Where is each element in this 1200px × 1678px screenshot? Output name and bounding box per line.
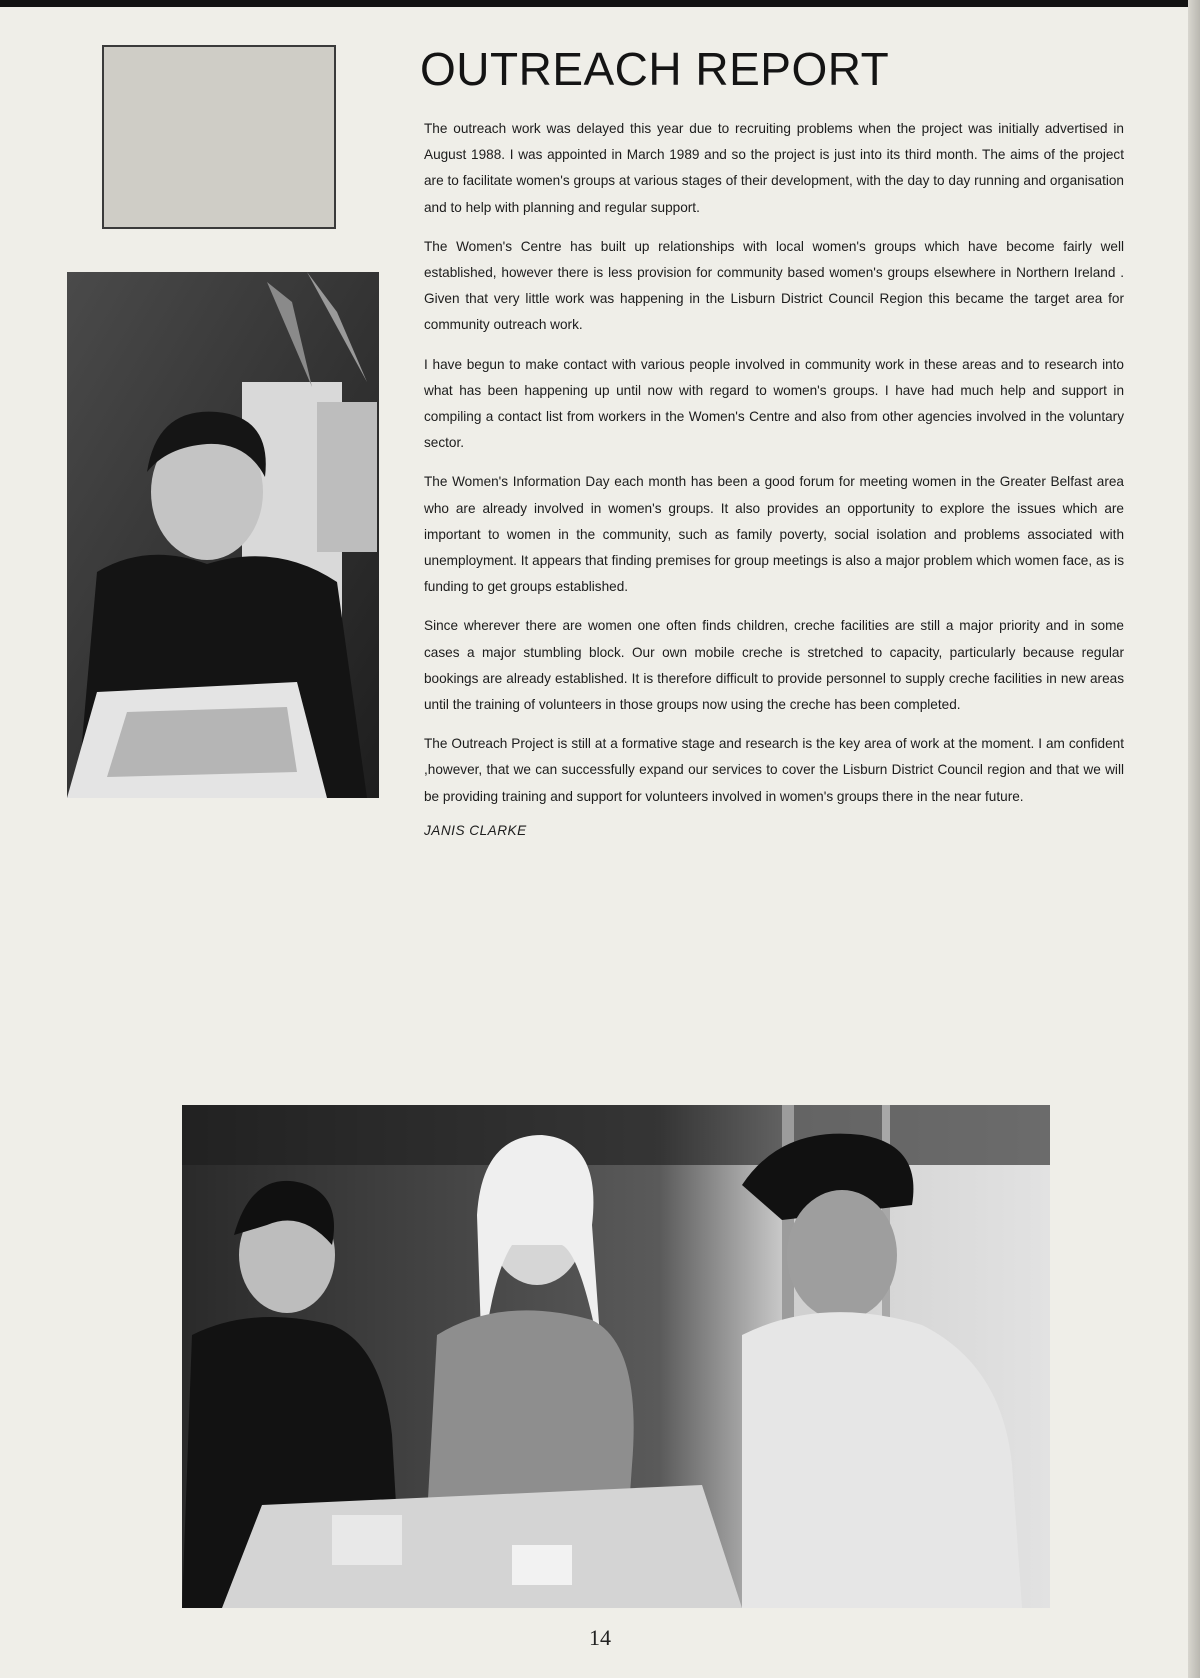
author-signature: JANIS CLARKE <box>424 822 527 838</box>
paragraph-6: The Outreach Project is still at a formative stage and research is the key area of work at the moment. I am confident ,however, that we can successfully expand our services to cover the Lisburn District Council region and that we will be providing training and support for volunteers involved in women's groups there in the near future. <box>424 736 1124 804</box>
top-rule <box>0 0 1200 7</box>
paragraph-4: The Women's Information Day each month has been a good forum for meeting women in the Greater Belfast area who are already involved in women's groups. It also provides an opportunity to explore the issues which are important to women in the community, such as family poverty, social isolation and problems associated with unemployment. It appears that finding premises for group meetings is also a major problem which women face, as is funding to get groups established. <box>424 474 1124 595</box>
paragraph-3: I have begun to make contact with various people involved in community work in these areas and to research into what has been happening up until now with regard to women's groups. I have had much help and support in compiling a contact list from workers in the Women's Centre and also from other agencies involved in the voluntary sector. <box>424 356 1124 451</box>
placeholder-box <box>102 45 336 229</box>
page-gutter-edge <box>1188 0 1200 1678</box>
page-title: OUTREACH REPORT <box>420 43 890 95</box>
paragraph-5: Since wherever there are women one often finds children, creche facilities are still a major priority and in some cases a major stumbling block. Our own mobile creche is stretched to capacity, particularly because regular bookings are already established. It is therefore difficult to provide personnel to supply creche facilities in new areas until the training of volunteers in those groups now using the creche has been completed. <box>424 618 1124 713</box>
paragraph-2: The Women's Centre has built up relationships with local women's groups which have become fairly well established, however there is less provision for community based women's groups elsewhere in Northern Ireland . Given that very little work was happening in the Lisburn District Council Region this became the target area for community outreach work. <box>424 238 1124 333</box>
group-photo <box>182 1105 1050 1608</box>
paragraph-1: The outreach work was delayed this year due to recruiting problems when the project was initially advertised in August 1988. I was appointed in March 1989 and so the project is just into its third month. The aims of the project are to facilitate women's groups at various stages of their development, with the day to day running and organisation and to help with planning and regular support. <box>424 121 1124 215</box>
page-number: 14 <box>589 1625 611 1650</box>
article-body <box>424 116 1124 838</box>
portrait-photo <box>67 272 379 798</box>
